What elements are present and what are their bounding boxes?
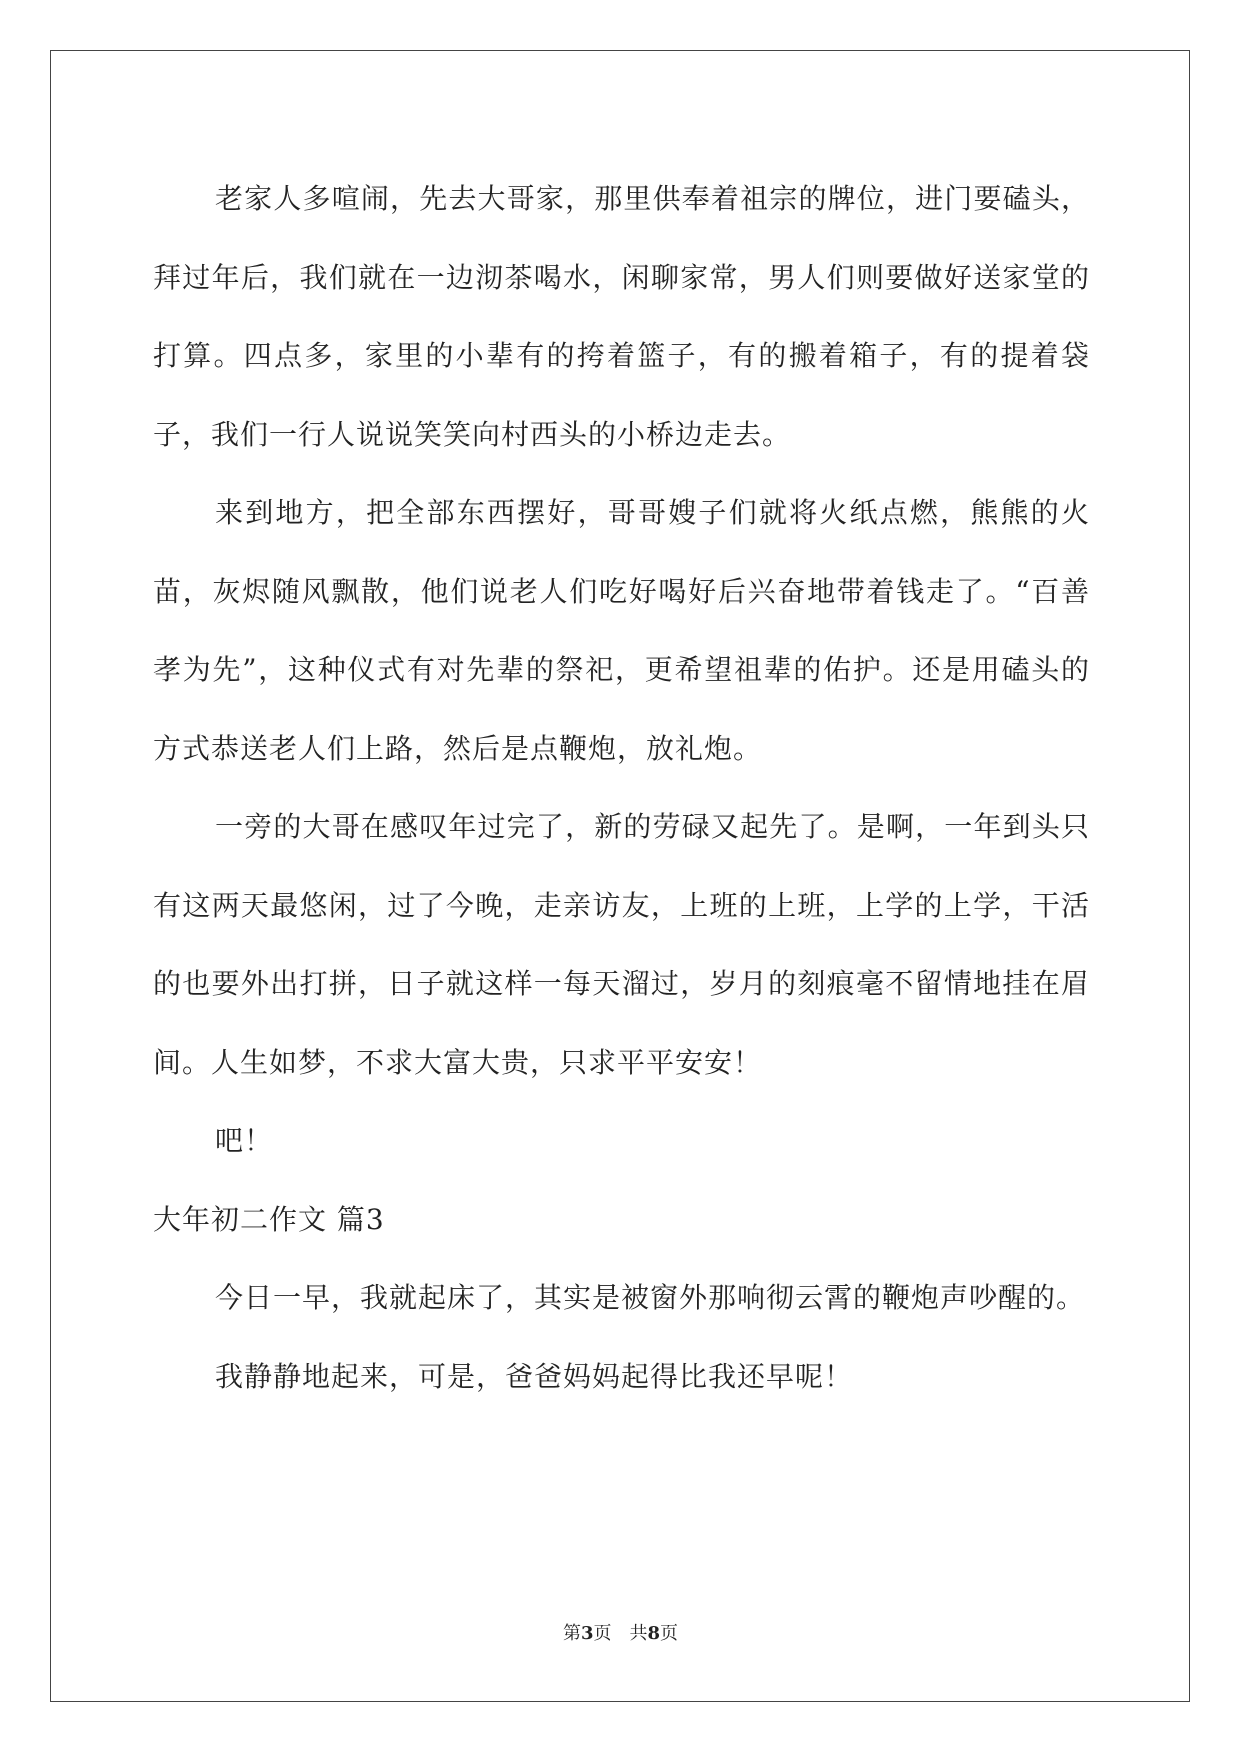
paragraph-3: 一旁的大哥在感叹年过完了，新的劳碌又起先了。是啊，一年到头只有这两天最悠闲，过了今晚，走亲访友，上班的上班，上学的上学，干活的也要外出打拼，日子就这样一每天溜过，岁月的刻痕毫不留情地挂在眉间。人生如梦，不求大富大贵，只求平平安安！ — [153, 810, 1090, 1079]
page-number: 3 — [580, 1623, 594, 1644]
page-footer — [0, 1622, 1241, 1646]
total-pages: 8 — [647, 1623, 661, 1644]
paragraph-1: 老家人多喧闹，先去大哥家，那里供奉着祖宗的牌位，进门要磕头，拜过年后，我们就在一边沏茶喝水，闲聊家常，男人们则要做好送家堂的打算。四点多，家里的小辈有的挎着篮子，有的搬着箱子，有的提着袋子，我们一行人说说笑笑向村西头的小桥边走去。 — [153, 182, 1090, 451]
document-body — [153, 160, 1090, 1416]
total-prefix: 共 — [629, 1623, 648, 1644]
paragraph-2: 来到地方，把全部东西摆好，哥哥嫂子们就将火纸点燃，熊熊的火苗，灰烬随风飘散，他们说老人们吃好喝好后兴奋地带着钱走了。“百善孝为先”，这种仪式有对先辈的祭祀，更希望祖辈的佑护。还是用磕头的方式恭送老人们上路，然后是点鞭炮，放礼炮。 — [153, 496, 1090, 765]
page-suffix: 页 — [593, 1623, 612, 1644]
paragraph-6: 我静静地起来，可是，爸爸妈妈起得比我还早呢！ — [215, 1359, 854, 1393]
paragraph-4: 吧！ — [215, 1124, 274, 1157]
paragraph-5: 今日一早，我就起床了，其实是被窗外那响彻云霄的鞭炮声吵醒的。 — [215, 1281, 1086, 1314]
page-prefix: 第 — [562, 1623, 581, 1644]
total-suffix: 页 — [660, 1623, 679, 1644]
section-title: 大年初二作文 篇3 — [153, 1202, 385, 1236]
